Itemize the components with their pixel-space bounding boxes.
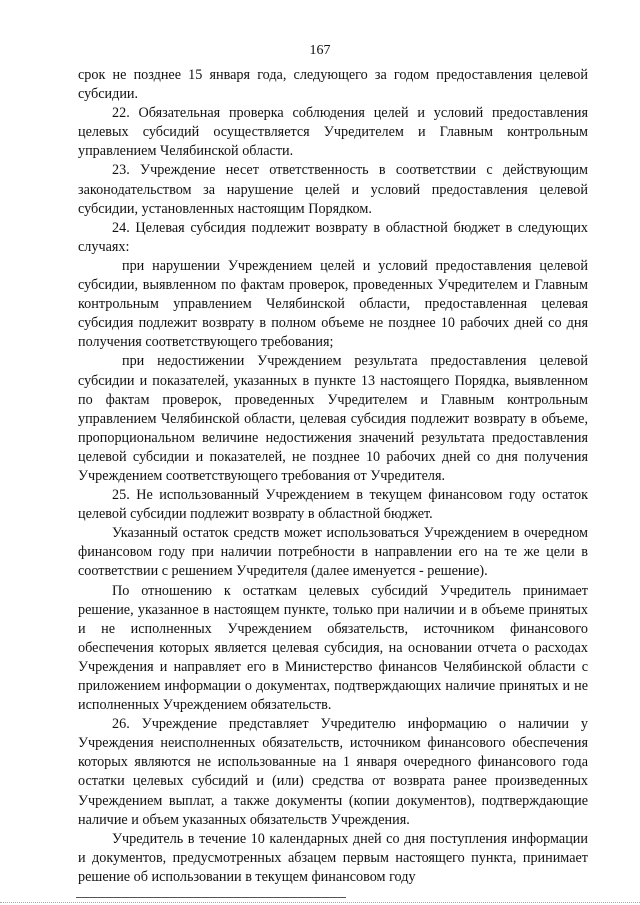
paragraph-25-decision: По отношению к остаткам целевых субсидий Учредитель принимает решение, указанное в настоящем пункте, только при наличии и в объеме принятых и не исполненных Учреждением обязательств, источником финансового обеспечения которых является целевая субсидия, на основании отчета о расходах Учреждения и направляет его в Министерство финансов Челябинской области с приложением информации о документах, подтверждающих наличие принятых и не исполненных Учреждением обязательств. <box>78 582 588 714</box>
paragraph-24-case-underachievement: при недостижении Учреждением результата предоставления целевой субсидии и показателей, указанных в пункте 13 настоящего Порядка, выявленном по фактам проверок, проведенных Учредителем и Главным контрольным управлением Челябинской области, целевая субсидия подлежит возврату в объеме, пропорциональном величине недостижения значений результата предоставления целевой субсидии и показателей, не позднее 10 рабочих дней со дня получения Учреждением соответствующего требования от Учредителя. <box>78 353 588 484</box>
paragraph-26-founder-decision: Учредитель в течение 10 календарных дней со дня поступления информации и документов, предусмотренных абзацем первым настоящего пункта, принимает решение об использовании в текущем финансовом году <box>78 830 588 885</box>
page-number: 167 <box>309 43 331 58</box>
paragraph-25: 25. Не использованный Учреждением в текущем финансовом году остаток целевой субсидии подлежит возврату в областной бюджет. <box>78 487 588 523</box>
paragraph-22: 22. Обязательная проверка соблюдения целей и условий предоставления целевых субсидий осуществляется Учредителем и Главным контрольным управлением Челябинской области. <box>78 105 588 160</box>
paragraph-24-case-violation: при нарушении Учреждением целей и условий предоставления целевой субсидии, выявленном по фактам проверок, проведенных Учредителем и Главным контрольным управлением Челябинской области, предоставленная целевая субсидия подлежит возврату в полном объеме не позднее 10 рабочих дней со дня получения соответствующего требования; <box>78 257 588 351</box>
page-bottom-rule <box>76 897 346 898</box>
document-body <box>78 66 588 887</box>
paragraph-25-remainder-use: Указанный остаток средств может использоваться Учреждением в очередном финансовом году при наличии потребности в направлении его на те же цели в соответствии с решением Учредителя (далее именуется - решение). <box>78 525 588 580</box>
paragraph-24: 24. Целевая субсидия подлежит возврату в областной бюджет в следующих случаях: <box>78 219 588 255</box>
paragraph-26: 26. Учреждение представляет Учредителю информацию о наличии у Учреждения неисполненных обязательств, источником финансового обеспечения которых являются не использованные на 1 января очередного финансового года остатки целевых субсидий и (или) средства от возврата ранее произведенных Учреждением выплат, а также документы (копии документов), подтверждающие наличие и объем указанных обязательств Учреждения. <box>78 716 588 828</box>
paragraph-continuation: срок не позднее 15 января года, следующего за годом предоставления целевой субсидии. <box>78 67 588 103</box>
page-edge-line <box>0 902 640 903</box>
paragraph-23: 23. Учреждение несет ответственность в соответствии с действующим законодательством за нарушение целей и условий предоставления целевой субсидии, установленных настоящим Порядком. <box>78 162 588 217</box>
